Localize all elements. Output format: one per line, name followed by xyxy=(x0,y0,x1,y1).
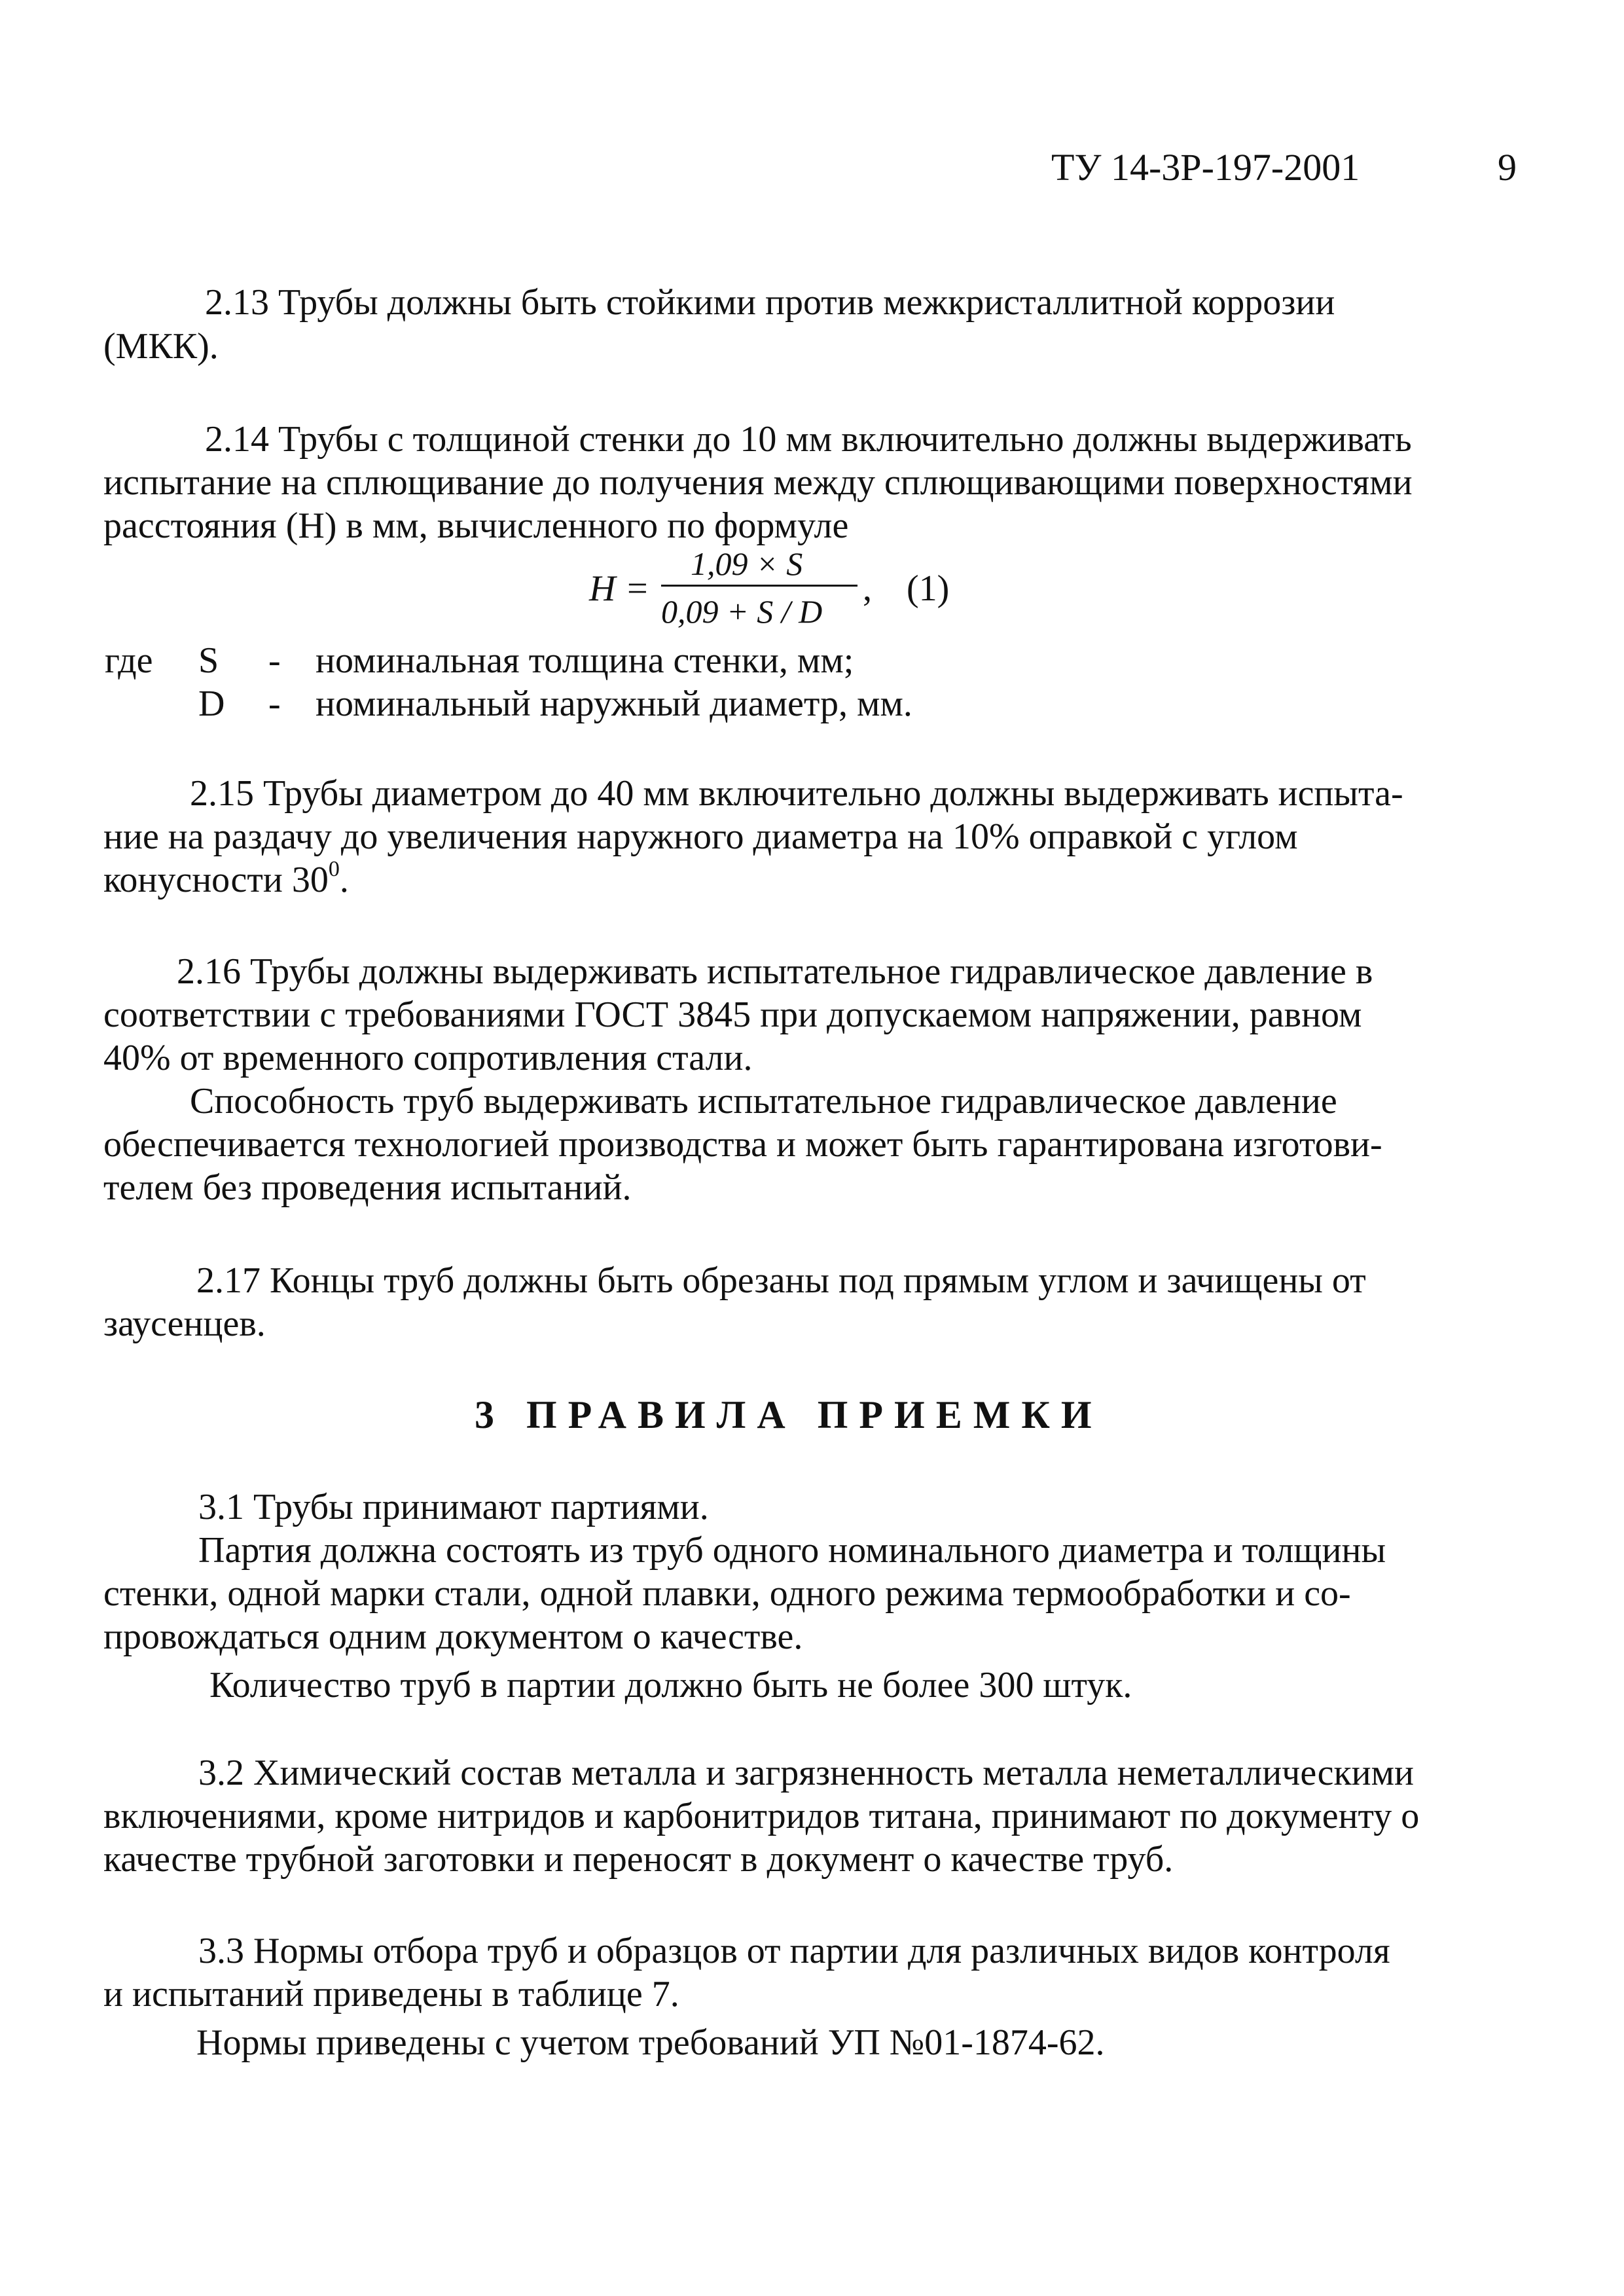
para-2-14-line-1: 2.14 Трубы с толщиной стенки до 10 мм включительно должны выдерживать xyxy=(205,419,1412,460)
para-2-14-line-2: испытание на сплющивание до получения между сплющивающими поверхностями xyxy=(103,462,1413,503)
para-2-15-line-1: 2.15 Трубы диаметром до 40 мм включительно должны выдерживать испыта- xyxy=(190,773,1403,814)
para-2-16-line-1: 2.16 Трубы должны выдерживать испытательное гидравлическое давление в xyxy=(177,951,1373,992)
formula-denominator: 0,09 + S / D xyxy=(661,593,823,630)
para-2-15-line-3-end: . xyxy=(339,860,349,900)
formula-comma: , xyxy=(863,568,872,609)
where-dash-s: - xyxy=(268,640,281,681)
degree-superscript: 0 xyxy=(328,857,340,881)
para-3-2-line-3: качестве трубной заготовки и переносят в документ о качестве труб. xyxy=(103,1839,1174,1880)
para-2-14-line-3: расстояния (Н) в мм, вычисленного по формуле xyxy=(103,505,849,546)
para-2-17-line-2: заусенцев. xyxy=(103,1303,266,1344)
para-2-16-line-2: соответствии с требованиями ГОСТ 3845 при допускаемом напряжении, равном xyxy=(103,994,1362,1035)
formula-numerator: 1,09 × S xyxy=(691,545,803,582)
para-3-1-line-3: стенки, одной марки стали, одной плавки, одного режима термообработки и со- xyxy=(103,1573,1351,1614)
para-2-15-line-2: ние на раздачу до увеличения наружного диаметра на 10% оправкой с углом xyxy=(103,816,1298,857)
para-2-15-line-3-text: конусности 30 xyxy=(103,860,329,900)
para-3-1-line-4: провождаться одним документом о качестве. xyxy=(103,1616,803,1657)
formula-number: (1) xyxy=(907,568,950,609)
para-3-1-line-2: Партия должна состоять из труб одного номинального диаметра и толщины xyxy=(198,1530,1386,1571)
para-3-1-line-1: 3.1 Трубы принимают партиями. xyxy=(198,1487,709,1527)
para-3-3-line-2: и испытаний приведены в таблице 7. xyxy=(103,1974,679,2014)
section-3-heading: 3 ПРАВИЛА ПРИЕМКИ xyxy=(475,1393,1103,1436)
para-2-16-line-5: обеспечивается технологией производства и может быть гарантирована изготови- xyxy=(103,1124,1382,1165)
para-3-3-line-1: 3.3 Нормы отбора труб и образцов от партии для различных видов контроля xyxy=(198,1931,1390,1971)
where-dash-d: - xyxy=(268,683,281,724)
para-3-2-line-1: 3.2 Химический состав металла и загрязненность металла неметаллическими xyxy=(198,1753,1415,1793)
page-number: 9 xyxy=(1498,146,1517,189)
where-text-s: номинальная толщина стенки, мм; xyxy=(316,640,854,681)
para-3-2-line-2: включениями, кроме нитридов и карбонитридов титана, принимают по документу о xyxy=(103,1796,1420,1836)
para-3-3-line-3: Нормы приведены с учетом требований УП №01-1874-62. xyxy=(196,2022,1105,2063)
where-symbol-d: D xyxy=(198,683,225,724)
where-symbol-s: S xyxy=(198,640,219,681)
where-text-d: номинальный наружный диаметр, мм. xyxy=(316,683,912,724)
para-2-16-line-4: Способность труб выдерживать испытательное гидравлическое давление xyxy=(190,1081,1337,1121)
para-2-17-line-1: 2.17 Концы труб должны быть обрезаны под прямым углом и зачищены от xyxy=(196,1260,1366,1301)
para-2-13-line-1: 2.13 Трубы должны быть стойкими против межкристаллитной коррозии xyxy=(205,282,1335,323)
para-2-16-line-6: телем без проведения испытаний. xyxy=(103,1167,632,1208)
where-label: где xyxy=(105,640,153,681)
formula-fraction-bar xyxy=(661,585,857,587)
para-2-16-line-3: 40% от временного сопротивления стали. xyxy=(103,1038,753,1078)
para-2-15-line-3 xyxy=(103,858,349,902)
document-code: ТУ 14-3Р-197-2001 xyxy=(1051,146,1360,189)
para-2-13-line-2: (МКК). xyxy=(103,326,219,367)
para-3-1-line-5: Количество труб в партии должно быть не более 300 штук. xyxy=(209,1665,1132,1705)
formula-lhs: H = xyxy=(589,568,650,609)
